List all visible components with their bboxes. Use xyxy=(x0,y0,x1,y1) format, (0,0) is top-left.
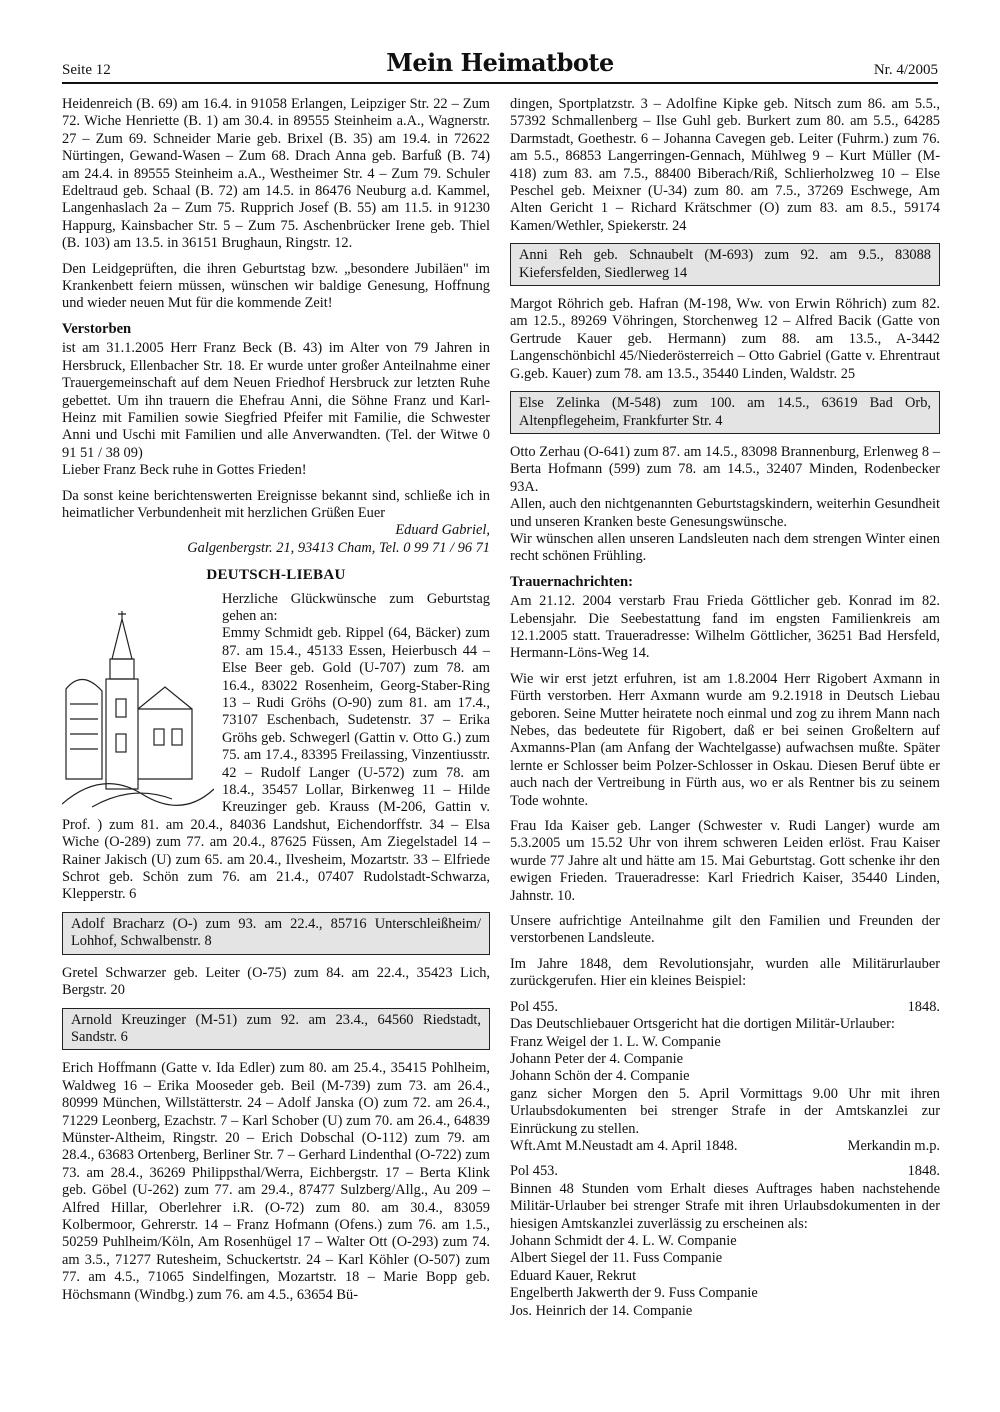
paragraph: Da sonst keine berichtenswerten Ereignisse bekannt sind, schließe ich in heimatlicher Verbundenheit mit herzlichen Grüßen Euer xyxy=(62,487,490,521)
list-line: Albert Siegel der 11. Fuss Companie xyxy=(510,1250,723,1267)
highlight-box: Anni Reh geb. Schnaubelt (M-693) zum 92. am 9.5., 83088 Kiefersfelden, Siedlerweg 14 xyxy=(510,243,940,286)
signature-name: Eduard Gabriel, xyxy=(395,522,490,539)
paragraph: ist am 31.1.2005 Herr Franz Beck (B. 43) im Alter von 79 Jahren in Hersbruck, Ellenbacher Str. 18. Er wurde unter großer Anteilnahme einer Trauergemeinschaft auf dem Neuen Friedhof Hersbruck zur letzten Ruhe gebettet. Um ihn trauern die Ehefrau Anni, die Söhne Franz und Karl-Heinz mit Familien sowie Siegfried Pfeifer mit Familie, die Schwester Anni und Uschi mit Familien und alle Anverwandten. (Tel. der Witwe 0 91 51 / 38 09) xyxy=(62,340,490,461)
paragraph: Gretel Schwarzer geb. Leiter (O-75) zum 84. am 22.4., 35423 Lich, Bergstr. 20 xyxy=(62,964,490,999)
paragraph: ganz sicher Morgen den 5. April Vormittags 9.00 Uhr mit ihren Urlaubsdokumenten bei strenger Strafe in der Amtskanzlei zur Einrückung zu stellen. xyxy=(510,1085,940,1137)
pol-number: Pol 455. xyxy=(510,998,558,1015)
paragraph: Wir wünschen allen unseren Landsleuten nach dem strengen Winter einen recht schönen Frühling. xyxy=(510,530,940,565)
highlight-box: Arnold Kreuzinger (M-51) zum 92. am 23.4., 64560 Riedstadt, Sandstr. 6 xyxy=(62,1008,490,1051)
paragraph: Frau Ida Kaiser geb. Langer (Schwester v. Rudi Langer) wurde am 5.3.2005 um 15.52 Uhr von ihrem schweren Leiden erlöst. Frau Kaiser wurde 77 Jahre alt und hätte am 15. Mai Geburtstag. Gott schenke ihr den ewigen Frieden. Traueradresse: Karl Friedrich Kaiser, 35440 Linden, Jahnstr. 10. xyxy=(510,818,940,904)
page-number: Seite 12 xyxy=(62,62,111,78)
issue-number: Nr. 4/2005 xyxy=(873,62,938,78)
church-illustration xyxy=(62,609,214,809)
signature-address: Galgenbergstr. 21, 93413 Cham, Tel. 0 99 71 / 96 71 xyxy=(187,539,490,556)
list-line: Johann Schmidt der 4. L. W. Companie xyxy=(510,1232,737,1249)
pol-number: Pol 453. xyxy=(510,1163,558,1180)
paragraph: Unsere aufrichtige Anteilnahme gilt den Familien und Freunden der verstorbenen Landsleute. xyxy=(510,913,940,947)
page-header xyxy=(62,48,938,82)
paragraph: Wie wir erst jetzt erfuhren, ist am 1.8.2004 Herr Rigobert Axmann in Fürth verstorben. Herr Axmann wurde am 9.2.1918 in Deutsch Liebau geboren. Seine Mutter heiratete noch einmal und zog zu ihrem Mann nach Nebes, das bedeutete für Rigobert, daß er bei seinen Großeltern auf Axmanns-Plan (am Anfang der Wachtelgasse) aufwachsen mußte. Später lernte er Schlosser beim Polzer-Schlosser in Oskau. Diesen Beruf übte er auch nach der Vertreibung in Fürth aus, wo er als Rentner bis zu seinem Tode wohnte. xyxy=(510,670,940,809)
paragraph: Margot Röhrich geb. Hafran (M-198, Ww. von Erwin Röhrich) zum 82. am 12.5., 89269 Vöhringen, Storchenweg 12 – Alfred Bacik (Gatte von Gertrude Kauer geb. Hermann) zum 88. am 13.5., A-3442 Langenschönbichl 45/Niederösterreich – Otto Gabriel (Gatte v. Ehrentraut G.geb. Kauer) zum 78. am 13.5., 35440 Linden, Waldstr. 25 xyxy=(510,296,940,382)
highlight-box: Adolf Bracharz (O-) zum 93. am 22.4., 85716 Unterschleißheim/ Lohhof, Schwalbenstr. 8 xyxy=(62,912,490,955)
list-line: Engelberth Jakwerth der 9. Fuss Companie xyxy=(510,1285,758,1302)
wft-place-date: Wft.Amt M.Neustadt am 4. April 1848. xyxy=(510,1137,738,1154)
masthead-logo: Mein Heimatbote xyxy=(386,48,614,77)
list-line: Johann Schön der 4. Companie xyxy=(510,1068,690,1085)
paragraph: Allen, auch den nichtgenannten Geburtstagskindern, weiterhin Gesundheit und unseren Kranken beste Genesungswünsche. xyxy=(510,496,940,530)
pol-453-header xyxy=(510,1163,940,1180)
paragraph: Lieber Franz Beck ruhe in Gottes Frieden! xyxy=(62,462,307,479)
highlight-box: Else Zelinka (M-548) zum 100. am 14.5., 63619 Bad Orb, Altenpflegeheim, Frankfurter Str. 4 xyxy=(510,391,940,434)
pol-year: 1848. xyxy=(907,1163,940,1180)
paragraph: Am 21.12. 2004 verstarb Frau Frieda Göttlicher geb. Konrad im 82. Lebensjahr. Die Seebestattung fand im engsten Familienkreis am 12.1.2005 statt. Traueradresse: Wilhelm Göttlicher, 36251 Bad Hersfeld, Hermann-Löns-Weg 14. xyxy=(510,593,940,662)
list-line: Franz Weigel der 1. L. W. Companie xyxy=(510,1033,721,1050)
paragraph: Herzliche Glückwünsche zum Geburtstag gehen an: xyxy=(222,590,490,624)
list-line: Eduard Kauer, Rekrut xyxy=(510,1267,637,1284)
pol-455-header xyxy=(510,999,940,1016)
paragraph: Im Jahre 1848, dem Revolutionsjahr, wurden alle Militärurlauber zurückgerufen. Hier ein kleines Beispiel: xyxy=(510,955,940,990)
section-heading-trauernachrichten: Trauernachrichten: xyxy=(510,573,633,590)
list-line: Johann Peter der 4. Companie xyxy=(510,1050,684,1067)
list-line: Jos. Heinrich der 14. Companie xyxy=(510,1302,693,1319)
list-line: Das Deutschliebauer Ortsgericht hat die dortigen Militär-Urlauber: xyxy=(510,1016,895,1033)
section-heading-verstorben: Verstorben xyxy=(62,320,132,337)
right-column xyxy=(510,96,940,1320)
paragraph: Emmy Schmidt geb. Rippel (64, Bäcker) zum 87. am 15.4., 45133 Essen, Heierbusch 44 – Else Beer geb. Gold (U-707) zum 78. am 16.4., 83022 Rosenheim, Georg-Staber-Ring 13 – Rudi Gröhs (O-90) zum 81. am 17.4., 73107 Eschenbach, Sudetenstr. 37 – Erika Gröhs geb. Schwegerl (Gattin v. Otto G.) zum 75. am 17.4., 83395 Freilassing, Vinzentiusstr. 42 – Rudolf Langer (U-572) zum 78. am 18.4., 35457 Lollar, Birkenweg 11 – Hilde Kreuzinger geb. Krauss (M-206, Gattin v. Prof. ) zum 81. am 20.4., 84036 Landshut, Eichendorffstr. 34 – Elsa Wiche (O-289) zum 77. am 20.4., 87625 Füssen, Am Ziegelstadel 14 – Rainer Jakisch (U) zum 65. am 20.4., Ilvesheim, Mozartstr. 33 – Elfriede Schrot geb. Schön zum 76. am 21.4., 07407 Rudolstadt-Schwarza, Klepperstr. 6 xyxy=(62,625,490,903)
wft-signature: Merkandin m.p. xyxy=(847,1137,940,1154)
paragraph: dingen, Sportplatzstr. 3 – Adolfine Kipke geb. Nitsch zum 86. am 5.5., 57392 Schmallenberg – Ilse Guhl geb. Burkert zum 80. am 5.5., 64285 Darmstadt, Goethestr. 6 – Johanna Cavegen geb. Leiter (Fuhrm.) zum 76. am 5.5., 86853 Langerringen-Gennach, Mühlweg 9 – Kurt Müller (M-418) zum 83. am 7.5., 88400 Biberach/Riß, Schlierholzweg 10 – Else Peschel geb. Meixner (U-34) zum 80. am 7.5., 37269 Eschwege, Am Alten Gericht 1 – Richard Krätschmer (O) zum 83. am 8.5., 59174 Kamen/Wethler, Spiekerstr. 24 xyxy=(510,96,940,234)
section-title: DEUTSCH-LIEBAU xyxy=(206,567,346,584)
paragraph: Erich Hoffmann (Gatte v. Ida Edler) zum 80. am 25.4., 35415 Pohlheim, Waldweg 16 – Erika Mooseder geb. Beil (M-739) zum 73. am 26.4., 80999 München, Willstätterstr. 24 – Adolf Janska (O) zum 72. am 26.4., 71229 Leonberg, Ezachstr. 7 – Karl Schober (U) zum 70. am 26.4., 64839 Münster-Altheim, Ringstr. 20 – Erich Dobschal (O-112) zum 79. am 28.4., 63683 Ortenberg, Berliner Str. 7 – Gerhard Lindenthal (O-722) zum 73. am 28.4., 36269 Philippsthal/Werra, Eichbergstr. 17 – Berta Klink geb. Göbel (U-262) zum 77. am 29.4., 87477 Sulzberg/Allg., Au 209 – Alfred Hillar, Oberlehrer i.R. (O-72) zum 80. am 30.4., 83059 Kolbermoor, Gehrerstr. 14 – Franz Hofmann (Ofens.) zum 76. am 1.5., 50259 Puhlheim/Köln, Am Rosenhügel 17 – Walter Ott (O-293) zum 74. am 3.5., 71277 Rutesheim, Schuckertstr. 24 – Karl Köhler (O-507) zum 77. am 4.5., 71065 Sindelfingen, Mozartstr. 18 – Marie Bopp geb. Höchsmann (Windbg.) zum 76. am 4.5., 63654 Bü- xyxy=(62,1060,490,1303)
header-rule xyxy=(62,82,938,84)
wft-line xyxy=(510,1138,940,1155)
paragraph: Den Leidgeprüften, die ihren Geburtstag bzw. „besondere Jubiläen" im Krankenbett feiern müssen, wünschen wir baldige Genesung, Hoffnung und wieder neuen Mut für die kommende Zeit! xyxy=(62,260,490,312)
paragraph: Heidenreich (B. 69) am 16.4. in 91058 Erlangen, Leipziger Str. 22 – Zum 72. Wiche Henriette (B. 1) am 30.4. in 89555 Steinheim a.A., Wagnerstr. 27 – Zum 69. Schneider Marie geb. Brixel (B. 35) am 19.4. in 72622 Nürtingen, Gewand-Wasen – Zum 68. Drach Anna geb. Barfuß (B. 74) am 24.4. in 89555 Steinheim a.A., Westheimer Str. 4 – Zum 79. Schuler Edeltraud geb. Schaal (B. 72) am 14.5. in 86476 Neuburg a.d. Kammel, Langenhaslach 2a – Zum 75. Rupprich Josef (B. 55) am 11.5. in 91230 Happurg, Kainsbacher Str. 5 – Zum 75. Aschenbrücker Irene geb. Thiel (B. 103) am 13.5. in 36151 Brughaun, Ringstr. 12. xyxy=(62,96,490,252)
paragraph: Otto Zerhau (O-641) zum 87. am 14.5., 83098 Brannenburg, Erlenweg 8 – Berta Hofmann (599) zum 78. am 14.5., 32407 Minden, Rodenbecker 93A. xyxy=(510,443,940,495)
pol-year: 1848. xyxy=(907,998,940,1015)
left-column xyxy=(62,96,490,1312)
paragraph: Binnen 48 Stunden vom Erhalt dieses Auftrages haben nachstehende Militär-Urlauber bei strenger Strafe mit ihren Urlaubsdokumenten in der hiesigen Amtskanzlei zuverlässig zu erscheinen als: xyxy=(510,1180,940,1232)
